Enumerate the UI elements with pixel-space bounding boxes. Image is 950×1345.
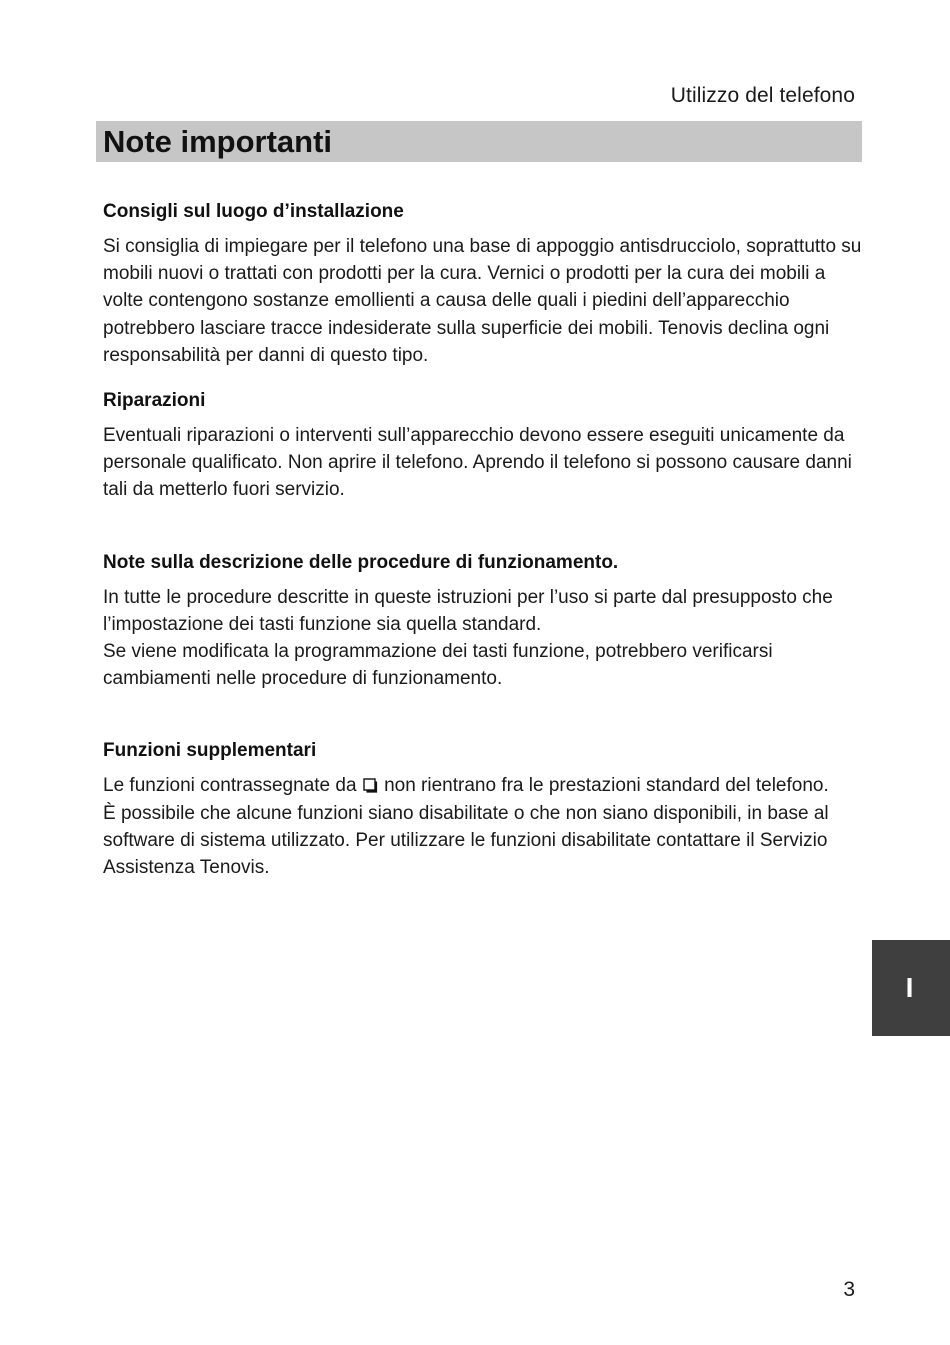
language-tab-label: I [905, 972, 914, 1003]
section-body [103, 772, 863, 881]
section-heading: Consigli sul luogo d’installazione [103, 201, 404, 222]
section-body [103, 584, 863, 693]
section-procedures-notes [103, 549, 863, 693]
paragraph-text: Le funzioni contrassegnate da [103, 775, 357, 797]
page-title: Note importanti [103, 124, 333, 159]
title-bar [96, 121, 862, 162]
paragraph: Si consiglia di impiegare per il telefono una base di appoggio antisdrucciolo, soprattutto su mobili nuovi o trattati con prodotti per la cura. Vernici o prodotti per la cura dei mobili a volte contengono sostanze emollienti a causa delle quali i piedini dell’apparecchio potrebbero lasciare tracce indesiderate sulla superficie dei mobili. Tenovis declina ogni responsabilità per danni di questo tipo. [103, 236, 862, 366]
language-tab [872, 940, 950, 1036]
section-additional-functions [103, 737, 863, 881]
section-heading: Funzioni supplementari [103, 740, 317, 762]
section-heading: Note sulla descrizione delle procedure di funzionamento. [103, 551, 619, 573]
paragraph: Se viene modificata la programmazione dei tasti funzione, potrebbero verificarsi cambiamenti nelle procedure di funzionamento. [103, 641, 773, 690]
optional-feature-box-icon [363, 778, 378, 793]
paragraph: In tutte le procedure descritte in queste istruzioni per l’uso si parte dal presupposto che l’impostazione dei tasti funzione sia quella standard. [103, 586, 833, 635]
page-number: 3 [843, 1278, 855, 1301]
content [103, 198, 863, 881]
section-body [103, 422, 863, 504]
section-body [103, 233, 863, 369]
paragraph-text: non rientrano fra le prestazioni standard del telefono. [384, 775, 829, 797]
section-heading: Riparazioni [103, 390, 206, 412]
paragraph: Eventuali riparazioni o interventi sull’apparecchio devono essere eseguiti unicamente da personale qualificato. Non aprire il telefono. Aprendo il telefono si possono causare danni tali da metterlo fuori servizio. [103, 425, 852, 501]
section-repairs [103, 387, 863, 504]
paragraph: È possibile che alcune funzioni siano disabilitate o che non siano disponibili, in base al software di sistema utilizzato. Per utilizzare le funzioni disabilitate contattare il Servizio Assistenza Tenovis. [103, 802, 829, 879]
running-header: Utilizzo del telefono [670, 84, 855, 107]
section-installation [103, 198, 863, 369]
paragraph [103, 772, 863, 799]
